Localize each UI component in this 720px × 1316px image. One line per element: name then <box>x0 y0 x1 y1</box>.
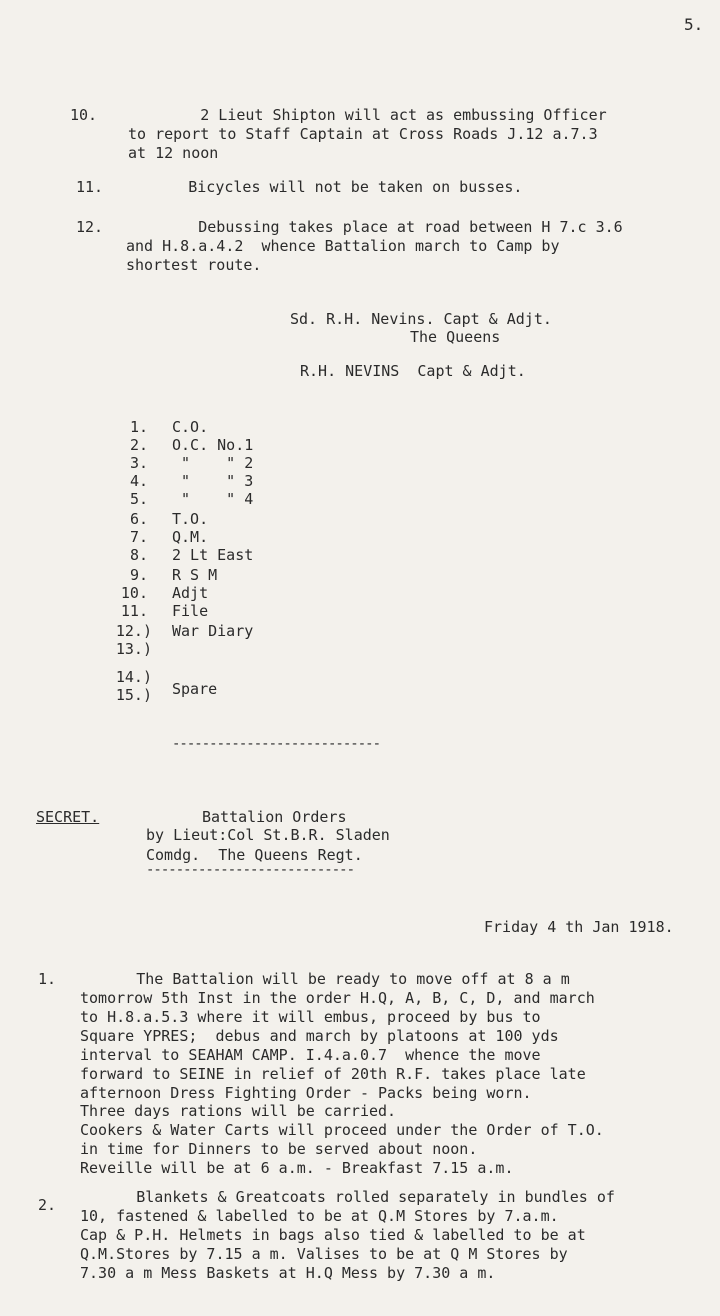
dist-text: T.O. <box>172 510 209 528</box>
dist-num: 12.) <box>115 622 152 640</box>
secret-label: SECRET. <box>36 808 100 826</box>
dist-text: Spare <box>172 680 218 698</box>
item-10-number: 10. <box>70 106 98 124</box>
dist-num: 3. <box>129 454 148 472</box>
order-1-line: The Battalion will be ready to move off at 8 a m <box>64 970 570 988</box>
order-2-number: 2. <box>38 1196 57 1214</box>
dist-num: 2. <box>129 436 148 454</box>
dist-num: 9. <box>129 566 148 584</box>
dist-text: C.O. <box>172 418 209 436</box>
item-11-line-1: Bicycles will not be taken on busses. <box>116 178 523 196</box>
order-2-line: Blankets & Greatcoats rolled separately in bundles of <box>64 1188 615 1206</box>
page-number: 5. <box>684 15 704 34</box>
dist-num: 6. <box>129 510 148 528</box>
order-1-line: forward to SEINE in relief of 20th R.F. takes place late <box>80 1065 586 1083</box>
dist-text: R S M <box>172 566 218 584</box>
order-2-line: 7.30 a m Mess Baskets at H.Q Mess by 7.30 a m. <box>80 1264 496 1282</box>
item-10-line-2: to report to Staff Captain at Cross Roads J.12 a.7.3 <box>128 125 598 143</box>
dist-text: 2 Lt East <box>172 546 254 564</box>
dist-num: 7. <box>129 528 148 546</box>
order-2-line: Cap & P.H. Helmets in bags also tied & labelled to be at <box>80 1226 586 1244</box>
dist-num: 11. <box>120 602 148 620</box>
dist-num: 13.) <box>115 640 152 658</box>
item-10-line-3: at 12 noon <box>128 144 219 162</box>
signature-line-2: The Queens <box>410 328 501 346</box>
order-1-number: 1. <box>38 970 57 988</box>
dist-text: " " 2 <box>172 454 254 472</box>
order-2-line: 10, fastened & labelled to be at Q.M Stores by 7.a.m. <box>80 1207 559 1225</box>
orders-by: by Lieut:Col St.B.R. Sladen <box>146 826 390 844</box>
orders-title: Battalion Orders <box>202 808 347 826</box>
dist-num: 4. <box>129 472 148 490</box>
order-2-line: Q.M.Stores by 7.15 a m. Valises to be at Q M Stores by <box>80 1245 568 1263</box>
order-1-line: in time for Dinners to be served about noon. <box>80 1140 478 1158</box>
item-11-number: 11. <box>76 178 104 196</box>
order-1-line: Reveille will be at 6 a.m. - Breakfast 7.15 a.m. <box>80 1159 514 1177</box>
order-1-line: Cookers & Water Carts will proceed under the Order of T.O. <box>80 1121 604 1139</box>
item-10-line-1: 2 Lieut Shipton will act as embussing Officer <box>128 106 607 124</box>
dist-num: 8. <box>129 546 148 564</box>
dist-text: O.C. No.1 <box>172 436 254 454</box>
dist-num: 15.) <box>115 686 152 704</box>
signature-line-1: Sd. R.H. Nevins. Capt & Adjt. <box>290 310 552 328</box>
item-12-number: 12. <box>76 218 104 236</box>
order-1-line: to H.8.a.5.3 where it will embus, proceed by bus to <box>80 1008 541 1026</box>
order-1-line: tomorrow 5th Inst in the order H.Q, A, B, C, D, and march <box>80 989 595 1007</box>
dist-text: File <box>172 602 209 620</box>
header-separator: ---------------------------- <box>146 862 355 878</box>
dist-num: 14.) <box>115 668 152 686</box>
signature-line-3: R.H. NEVINS Capt & Adjt. <box>300 362 526 380</box>
dist-text: War Diary <box>172 622 254 640</box>
orders-comdg: Comdg. The Queens Regt. <box>146 846 363 864</box>
item-12-line-1: Debussing takes place at road between H 7.c 3.6 <box>126 218 623 236</box>
order-1-line: Square YPRES; debus and march by platoons at 100 yds <box>80 1027 559 1045</box>
dist-text: " " 3 <box>172 472 254 490</box>
dist-num: 10. <box>120 584 148 602</box>
item-12-line-3: shortest route. <box>126 256 262 274</box>
order-1-line: Three days rations will be carried. <box>80 1102 397 1120</box>
dist-text: Adjt <box>172 584 209 602</box>
item-12-line-2: and H.8.a.4.2 whence Battalion march to Camp by <box>126 237 560 255</box>
dist-text: " " 4 <box>172 490 254 508</box>
dist-text: Q.M. <box>172 528 209 546</box>
dist-num: 1. <box>129 418 148 436</box>
order-1-line: interval to SEAHAM CAMP. I.4.a.0.7 whence the move <box>80 1046 541 1064</box>
order-1-line: afternoon Dress Fighting Order - Packs being worn. <box>80 1084 532 1102</box>
order-date: Friday 4 th Jan 1918. <box>484 918 674 936</box>
separator: ---------------------------- <box>172 736 381 752</box>
dist-num: 5. <box>129 490 148 508</box>
